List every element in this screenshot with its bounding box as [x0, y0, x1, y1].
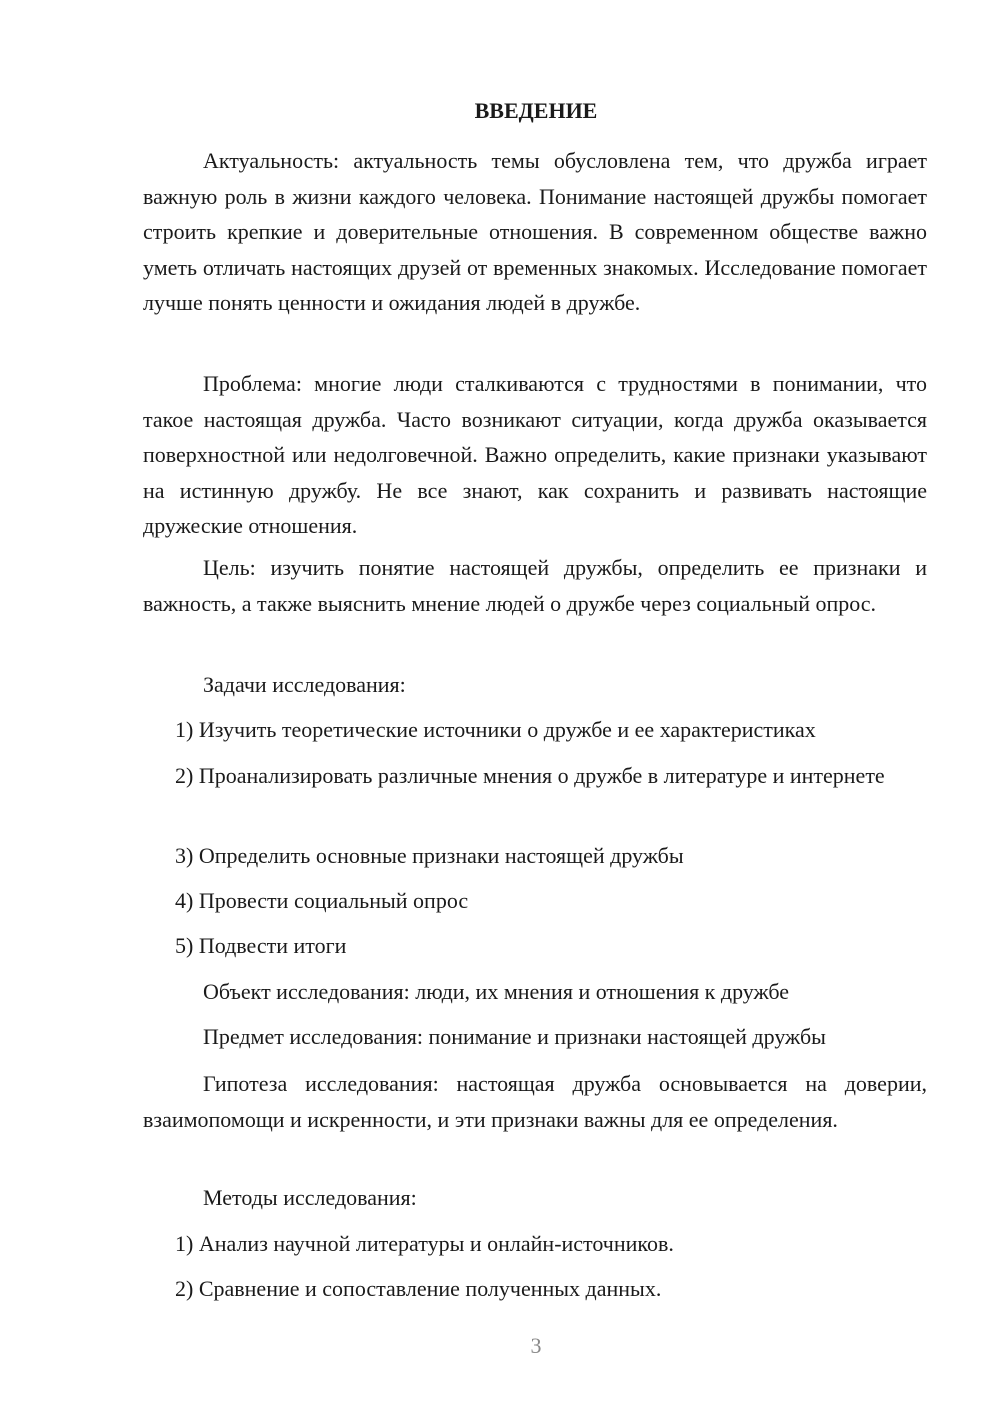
subject-line: Предмет исследования: понимание и признаки настоящей дружбы [203, 1024, 826, 1049]
page-number: 3 [530, 1333, 542, 1358]
task-item: 3) Определить основные признаки настоящей дружбы [175, 843, 684, 868]
page-title: ВВЕДЕНИЕ [474, 98, 598, 123]
method-item: 2) Сравнение и сопоставление полученных данных. [175, 1276, 662, 1301]
task-item: 4) Провести социальный опрос [175, 888, 469, 913]
task-item: 2) Проанализировать различные мнения о дружбе в литературе и интернете [175, 763, 885, 788]
hypothesis-paragraph: Гипотеза исследования: настоящая дружба основывается на доверии, взаимопомощи и искренности, и эти признаки важны для ее определения. [143, 1071, 927, 1132]
relevance-paragraph: Актуальность: актуальность темы обусловлена тем, что дружба играет важную роль в жизни каждого человека. Понимание настоящей дружбы помогает строить крепкие и доверительные отношения. В современном обществе важно уметь отличать настоящих друзей от временных знакомых. Исследование помогает лучше понять ценности и ожидания людей в дружбе. [143, 148, 927, 315]
goal-paragraph: Цель: изучить понятие настоящей дружбы, определить ее признаки и важность, а также выяснить мнение людей о дружбе через социальный опрос. [143, 555, 927, 616]
object-line: Объект исследования: люди, их мнения и отношения к дружбе [203, 979, 790, 1004]
methods-heading: Методы исследования: [203, 1185, 417, 1210]
task-item: 1) Изучить теоретические источники о дружбе и ее характеристиках [175, 717, 816, 742]
task-item: 5) Подвести итоги [175, 933, 347, 958]
problem-paragraph: Проблема: многие люди сталкиваются с трудностями в понимании, что такое настоящая дружба. Часто возникают ситуации, когда дружба оказывается поверхностной или недолговечной. Важно определить, какие признаки указывают на истинную дружбу. Не все знают, как сохранить и развивать настоящие дружеские отношения. [143, 371, 927, 538]
tasks-heading: Задачи исследования: [203, 672, 406, 697]
method-item: 1) Анализ научной литературы и онлайн-источников. [175, 1231, 674, 1256]
